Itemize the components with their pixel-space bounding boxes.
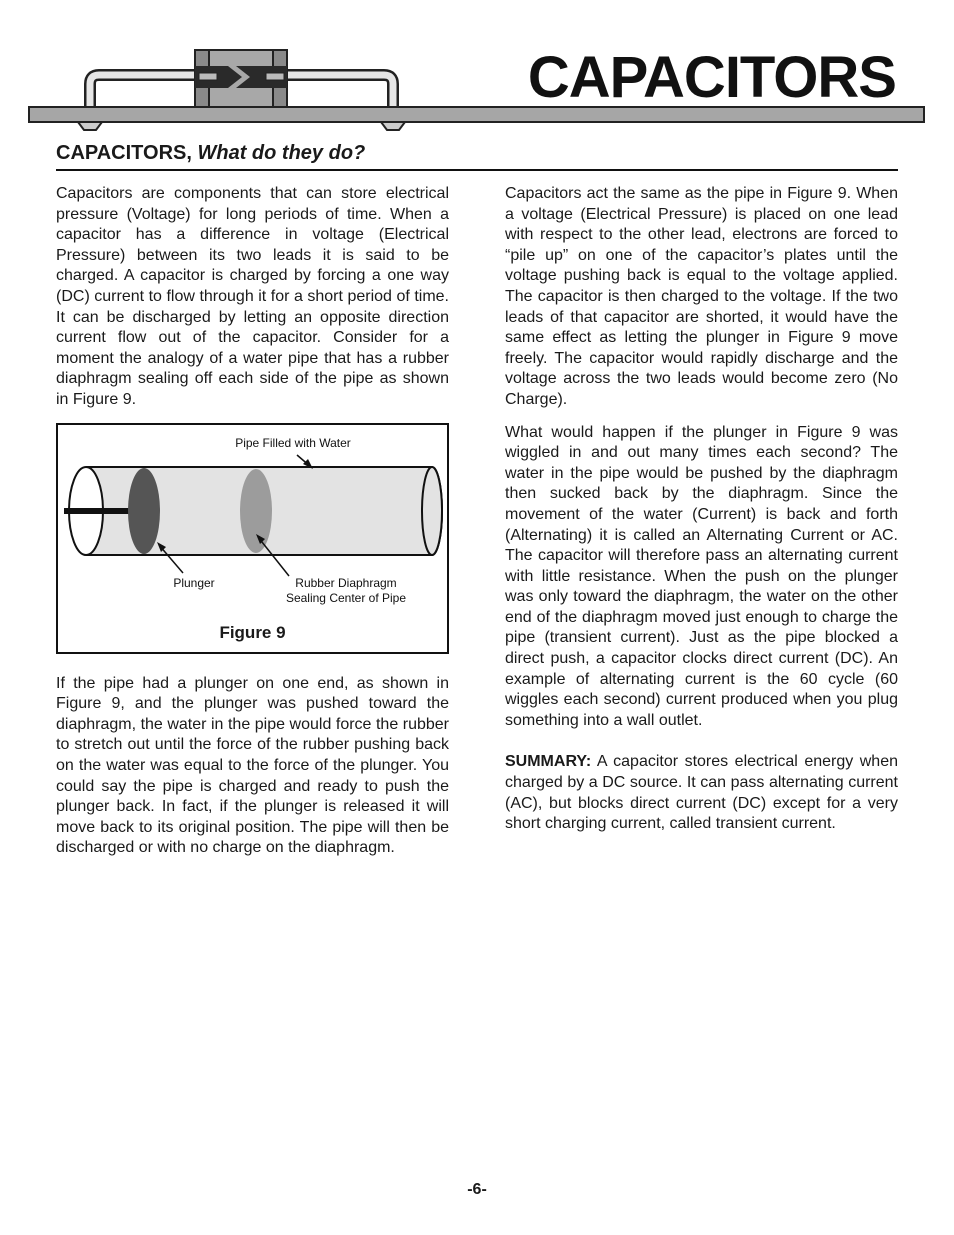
summary-paragraph [505,752,898,834]
label-rubber-diaphragm-line-2: Sealing Center of Pipe [285,590,407,605]
right-column [505,184,898,835]
left-paragraph-2: If the pipe had a plunger on one end, as shown in Figure 9, and the plunger was pushed toward the diaphragm, the water in the pipe would force the rubber to stretch out until the force of the rubber pushing back on the water was equal to the force of the plunger. You could say the pipe is charged and ready to push the plunger back. In fact, if the plunger is released it will move back to its original position. The pipe will then be discharged or with no charge on the diaphragm. [56,674,449,857]
section-title-sub: What do they do? [197,142,366,164]
label-pipe-filled-with-water: Pipe Filled with Water [235,435,351,450]
figure-9 [56,423,449,654]
label-rubber-diaphragm-line-1: Rubber Diaphragm [295,575,397,590]
left-column [56,184,449,859]
right-paragraph-1: Capacitors act the same as the pipe in Figure 9. When a voltage (Electrical Pressure) is placed on one lead with respect to the other lead, electrons are forced to “pile up” on one of the capacitor’s plates until the voltage pushing back is equal to the voltage applied. The capacitor is then charged to the voltage. If the two leads of that capacitor are shorted, it would have the same effect as letting the plunger in Figure 9 move freely. The capacitor would rapidly discharge and the voltage across the two leads would become zero (No Charge). [505,185,898,408]
label-plunger: Plunger [173,575,215,590]
summary-text: A capacitor stores electrical energy when charged by a DC source. It can pass alternating current (AC), but blocks direct current (DC) except for a very short charging current, called transient current. [505,753,898,833]
left-paragraph-1: Capacitors are components that can store electrical pressure (Voltage) for long periods of time. When a capacitor has a difference in voltage (Electrical Pressure) between its two leads it is said to be charged. A capacitor is charged by forcing a one way (DC) current to flow through it for a short period of time. It can be discharged by letting an opposite direction current flow out of the capacitor. Consider for a moment the analogy of a water pipe that has a rubber diaphragm sealing off each side of the pipe as shown in Figure 9. [56,185,449,408]
page-header [0,0,954,140]
page-number: -6- [467,1181,487,1198]
page-title: CAPACITORS [527,45,896,110]
label-rubber-diaphragm [276,576,416,606]
summary-label: SUMMARY: [505,753,592,771]
right-paragraph-2: What would happen if the plunger in Figure 9 was wiggled in and out many times each second? The water in the pipe would be pushed by the diaphragm then sucked back by the diaphragm. Since the movement of the water (Current) is back and forth (Alternating) it is called an Alternating Current or AC. The capacitor will therefore pass an alternating current with little resistance. When the push on the plunger was only toward the diaphragm, the water on the other end of the diaphragm moved just enough to charge the pipe (transient current). Just as the pipe blocked a direct push, a capacitor clocks direct current (DC). An example of alternating current is the 60 cycle (60 wiggles each second) current produced when you plug something into a wall outlet. [505,423,898,729]
figure-caption: Figure 9 [219,622,286,642]
section-title [56,142,898,171]
section-title-main: CAPACITORS, [56,142,192,164]
pipe-diagram [58,425,447,652]
